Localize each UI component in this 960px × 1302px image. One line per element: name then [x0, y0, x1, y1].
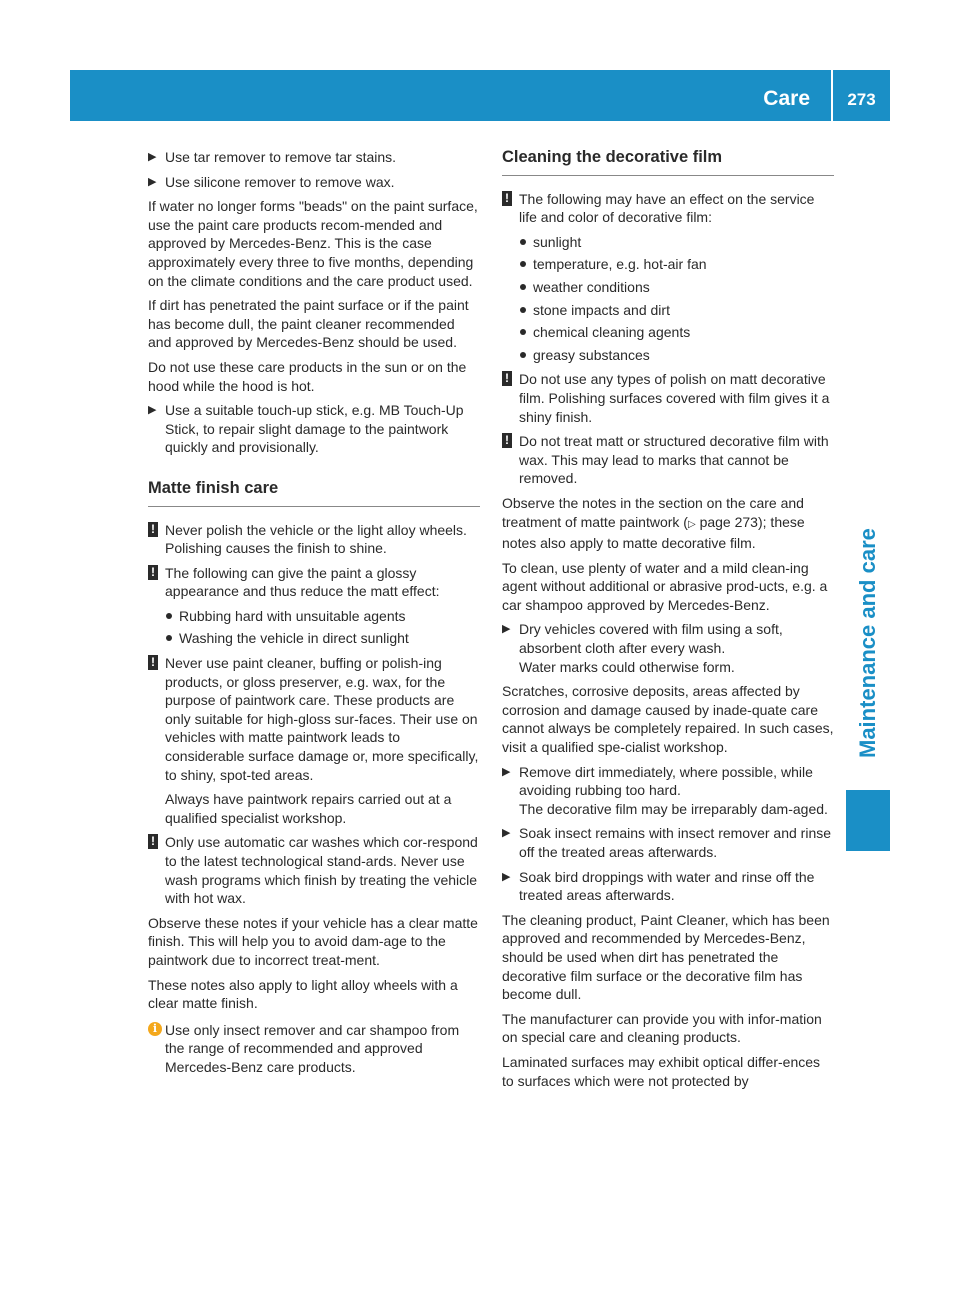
- paragraph-text: Observe the notes in the section on the care and treatment of matte paintwork: [502, 494, 804, 530]
- list-item: weather conditions: [519, 278, 834, 297]
- exclamation-icon: !: [502, 371, 512, 386]
- bullet-list: [165, 607, 480, 648]
- arrow-right-icon: ▶: [502, 827, 511, 840]
- page-number: 273: [847, 90, 876, 109]
- section-heading: Matte finish care: [148, 479, 480, 507]
- step-text: Remove dirt immediately, where possible, while avoiding rubbing too hard.: [519, 763, 813, 799]
- exclamation-icon: !: [148, 565, 158, 580]
- info-note: [148, 1021, 480, 1077]
- arrow-right-icon: ▶: [148, 151, 157, 163]
- arrow-right-icon: ▶: [502, 765, 511, 778]
- list-item: stone impacts and dirt: [519, 301, 834, 320]
- warning-note: [148, 521, 480, 558]
- arrow-right-icon: ▶: [148, 404, 157, 417]
- step-text: Use tar remover to remove tar stains.: [165, 149, 397, 165]
- side-tab-label: Maintenance and care: [855, 528, 880, 758]
- exclamation-icon: !: [148, 522, 158, 537]
- list-item: Rubbing hard with unsuitable agents: [165, 607, 480, 626]
- paragraph: Do not use these care products in the sun or on the hood while the hood is hot.: [148, 358, 467, 394]
- paragraph: Observe these notes if your vehicle has a clear matte finish. This will help you to avoid dam-age to the paintwork due to incorrect treat-ment.: [148, 914, 478, 968]
- exclamation-icon: !: [148, 834, 158, 849]
- instruction-step: [502, 868, 834, 905]
- arrow-right-icon: ▶: [502, 623, 511, 636]
- note-text: Never use paint cleaner, buffing or polish-ing products, or gloss preserver, e.g. wax, for the purpose of paintwork care. These products are only suitable for high-gloss sur-faces. Their use on vehicles with matte paintwork leads to considerable surface damage or, more specifically, to shiny, spot-ted areas.: [165, 655, 479, 783]
- paragraph: If water no longer forms "beads" on the paint surface, use the paint care products recom-mended and approved by Mercedes-Benz. This is the case approximately every three to five months, depending on the climate conditions and the care product used.: [148, 198, 478, 289]
- page-header: [70, 70, 890, 121]
- exclamation-icon: !: [502, 433, 512, 448]
- left-column: [148, 148, 480, 1083]
- paragraph-text: ); these notes also apply to matte decorative film.: [502, 513, 805, 552]
- side-tab: [846, 498, 890, 778]
- section-heading: Cleaning the decorative film: [502, 148, 834, 176]
- instruction-step: [148, 173, 480, 192]
- paragraph: If dirt has penetrated the paint surface or if the paint has become dull, the paint cleaner recommended and approved by Mercedes-Benz should be used.: [148, 297, 469, 351]
- instruction-step: [148, 401, 480, 457]
- warning-note: [148, 564, 480, 601]
- paragraph: Scratches, corrosive deposits, areas affected by corrosion and damage caused by inade-quate care cannot always be completely repaired. In such cases, visit a qualified spe-cialist workshop.: [502, 683, 834, 756]
- step-text: Dry vehicles covered with film using a soft, absorbent cloth after every wash.: [519, 621, 783, 657]
- paragraph: Laminated surfaces may exhibit optical differ-ences to surfaces which were not protected by: [502, 1053, 821, 1089]
- arrow-right-icon: ▶: [502, 870, 511, 883]
- paragraph: The manufacturer can provide you with infor-mation on special care and cleaning products.: [502, 1010, 822, 1046]
- note-text: The following can give the paint a glossy appearance and thus reduce the matt effect:: [165, 564, 440, 600]
- list-item: greasy substances: [519, 346, 834, 365]
- step-text: Soak insect remains with insect remover and rinse off the treated areas afterwards.: [519, 825, 832, 860]
- list-item: Washing the vehicle in direct sunlight: [165, 629, 480, 648]
- note-text: Only use automatic car washes which cor-respond to the latest technological stand-ards. Never use wash programs which finish by treating the vehicle with hot wax.: [165, 834, 478, 907]
- page-reference-icon: ▷: [687, 518, 696, 530]
- info-icon: i: [148, 1022, 162, 1036]
- instruction-step: [148, 148, 480, 167]
- list-item: chemical cleaning agents: [519, 323, 834, 342]
- step-text: Soak bird droppings with water and rinse off the treated areas afterwards.: [519, 868, 815, 904]
- note-continuation: Always have paintwork repairs carried out at a qualified specialist workshop.: [165, 791, 452, 826]
- warning-note: [502, 432, 834, 488]
- instruction-step: [502, 763, 834, 819]
- step-result: Water marks could otherwise form.: [519, 658, 735, 675]
- warning-note: [502, 370, 834, 426]
- instruction-step: [502, 824, 834, 861]
- list-item: sunlight: [519, 233, 834, 252]
- step-result: The decorative film may be irreparably dam-aged.: [519, 800, 828, 817]
- warning-note: [148, 654, 480, 784]
- note-text: Do not treat matt or structured decorative film with wax. This may lead to marks that cannot be removed.: [519, 433, 829, 487]
- list-item: temperature, e.g. hot-air fan: [519, 255, 834, 274]
- warning-note: [502, 190, 834, 227]
- note-text: Never polish the vehicle or the light alloy wheels. Polishing causes the finish to shine.: [165, 521, 467, 557]
- chapter-title: Care: [763, 87, 810, 110]
- instruction-step: [502, 620, 834, 676]
- warning-note: [148, 833, 480, 907]
- arrow-right-icon: ▶: [148, 175, 157, 188]
- step-text: Use silicone remover to remove wax.: [165, 173, 395, 190]
- paragraph: These notes also apply to light alloy wheels with a clear matte finish.: [148, 976, 458, 1012]
- page-reference-link[interactable]: page 273: [699, 513, 758, 530]
- note-text: Use only insect remover and car shampoo from the range of recommended and approved Mercedes-Benz care products.: [165, 1021, 460, 1075]
- paragraph: Observe the notes in the section on the care and treatment of matte paintwork (▷ page 273); these notes also apply to matte decorative film.: [502, 494, 805, 552]
- note-text: The following may have an effect on the service life and color of decorative film:: [519, 190, 815, 226]
- note-text: Do not use any types of polish on matt decorative film. Polishing surfaces covered with film gives it a shiny finish.: [519, 371, 830, 425]
- paragraph: To clean, use plenty of water and a mild clean-ing agent without additional or abrasive prod-ucts, e.g. a car shampoo approved by Mercedes-Benz.: [502, 559, 828, 613]
- right-column: [502, 148, 834, 1096]
- exclamation-icon: !: [502, 191, 512, 206]
- paragraph: The cleaning product, Paint Cleaner, which has been approved and recommended by Mercedes-Benz, should be used when dirt has penetrated the decorative film surface or the decorative film has become dull.: [502, 911, 830, 1003]
- side-tab-marker: [846, 790, 890, 851]
- bullet-list: [519, 233, 834, 365]
- step-text: Use a suitable touch-up stick, e.g. MB Touch-Up Stick, to repair slight damage to the paintwork quickly and provisionally.: [165, 402, 464, 456]
- exclamation-icon: !: [148, 655, 158, 670]
